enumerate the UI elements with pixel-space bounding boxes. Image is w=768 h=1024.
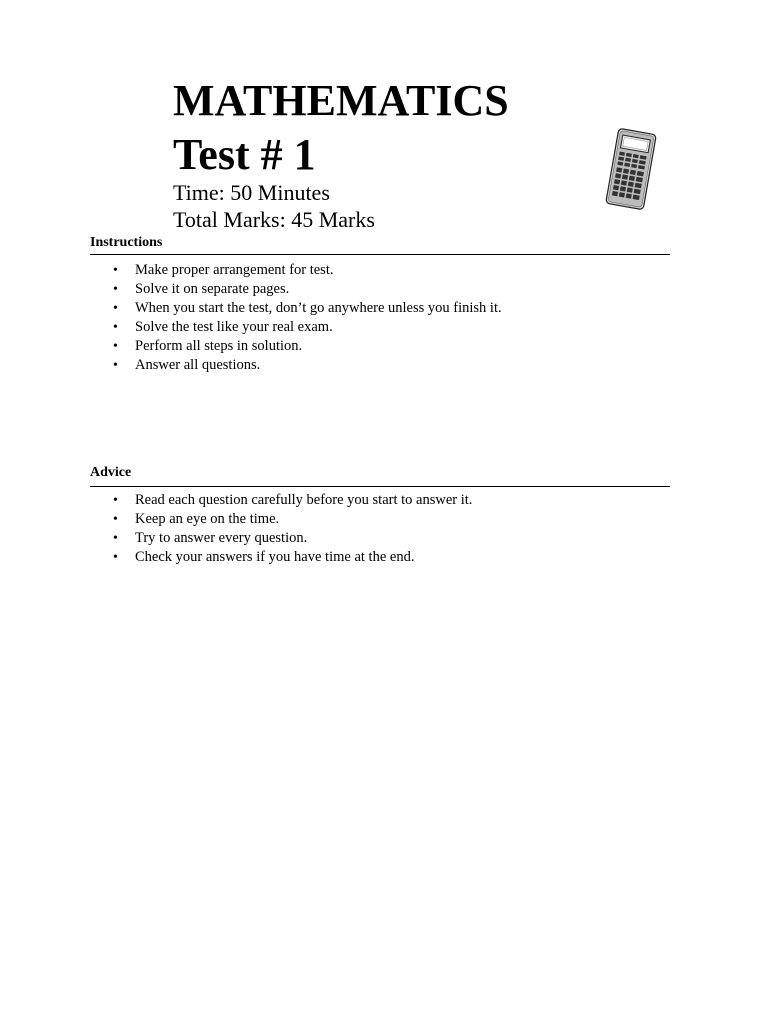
time-limit: Time: 50 Minutes [173, 180, 330, 205]
instructions-divider [90, 254, 670, 255]
bullet-icon: • [113, 320, 118, 335]
instructions-heading: Instructions [90, 235, 163, 250]
bullet-icon: • [113, 339, 118, 354]
advice-list [110, 491, 472, 567]
advice-item [110, 548, 472, 567]
calculator-icon [602, 128, 660, 210]
subject-title: MATHEMATICS [173, 76, 509, 125]
advice-item [110, 510, 472, 529]
instruction-text: Make proper arrangement for test. [135, 262, 334, 278]
instruction-item [110, 261, 502, 280]
bullet-icon: • [113, 493, 118, 508]
instruction-item [110, 337, 502, 356]
advice-item [110, 529, 472, 548]
bullet-icon: • [113, 550, 118, 565]
bullet-icon: • [113, 512, 118, 527]
instruction-text: When you start the test, don’t go anywhere unless you finish it. [135, 300, 502, 316]
instruction-text: Solve the test like your real exam. [135, 319, 333, 335]
total-marks: Total Marks: 45 Marks [173, 207, 375, 232]
bullet-icon: • [113, 282, 118, 297]
bullet-icon: • [113, 531, 118, 546]
instruction-text: Perform all steps in solution. [135, 338, 303, 354]
advice-text: Check your answers if you have time at the end. [135, 549, 415, 565]
bullet-icon: • [113, 301, 118, 316]
advice-heading: Advice [90, 465, 132, 480]
bullet-icon: • [113, 358, 118, 373]
bullet-icon: • [113, 263, 118, 278]
advice-item [110, 491, 472, 510]
advice-text: Read each question carefully before you start to answer it. [135, 492, 473, 508]
test-title: Test # 1 [173, 130, 316, 179]
instruction-text: Solve it on separate pages. [135, 281, 290, 297]
instruction-text: Answer all questions. [135, 357, 261, 373]
instruction-item [110, 318, 502, 337]
instruction-item [110, 299, 502, 318]
advice-text: Keep an eye on the time. [135, 511, 280, 527]
instruction-item [110, 356, 502, 375]
instructions-list [110, 261, 502, 375]
advice-divider [90, 486, 670, 487]
instruction-item [110, 280, 502, 299]
advice-text: Try to answer every question. [135, 530, 308, 546]
